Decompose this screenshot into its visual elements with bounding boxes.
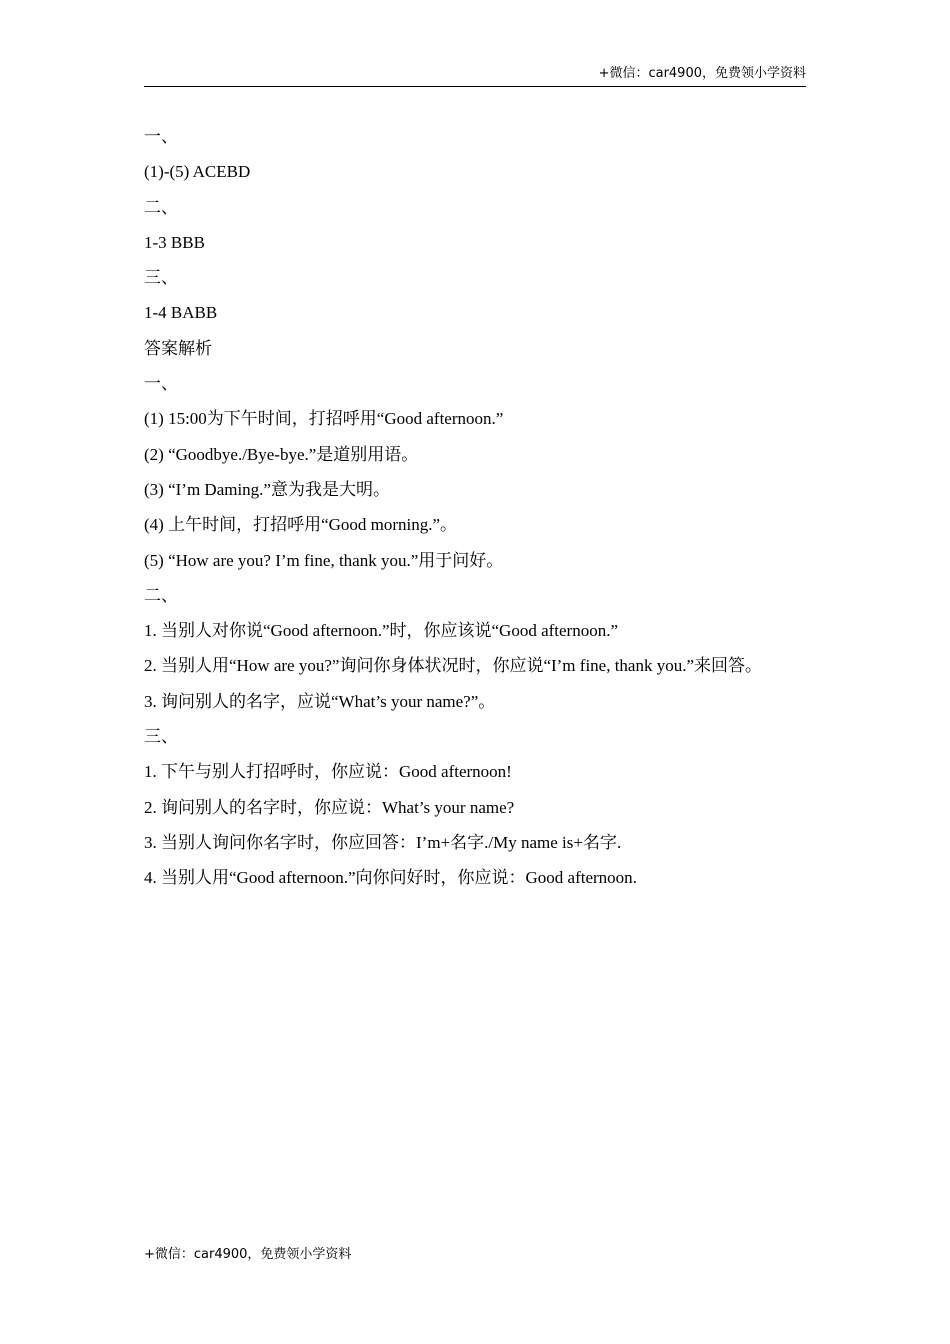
explanation-line: 1. 当别人对你说“Good afternoon.”时，你应该说“Good afternoon.” — [144, 621, 619, 641]
footer-text: +微信：car4900，免费领小学资料 — [144, 1247, 352, 1262]
answer-line: 1-3 BBB — [144, 232, 205, 252]
explanation-line: 4. 当别人用“Good afternoon.”向你问好时，你应说：Good afternoon. — [144, 868, 637, 888]
explanation-heading: 答案解析 — [144, 338, 212, 358]
explanation-line: (4) 上午时间，打招呼用“Good morning.”。 — [144, 515, 458, 535]
answer-line: 1-4 BABB — [144, 303, 218, 323]
section-heading-2: 二、 — [144, 585, 178, 605]
explanation-line: 3. 当别人询问你名字时，你应回答：I’m+名字./My name is+名字. — [144, 832, 622, 852]
explanation-line: 2. 当别人用“How are you?”询问你身体状况时，你应说“I’m fine, thank you.”来回答。 — [144, 656, 763, 676]
explanation-line: (3) “I’m Daming.”意为我是大明。 — [144, 479, 390, 499]
section-heading-3: 三、 — [144, 268, 178, 288]
answer-line: (1)-(5) ACEBD — [144, 162, 251, 182]
explanation-line: (5) “How are you? I’m fine, thank you.”用于问好。 — [144, 550, 504, 570]
explanation-line: 3. 询问别人的名字，应说“What’s your name?”。 — [144, 691, 496, 711]
section-heading-2: 二、 — [144, 197, 178, 217]
page-footer — [144, 1245, 351, 1265]
section-heading-1: 一、 — [144, 374, 178, 394]
section-heading-3: 三、 — [144, 727, 178, 747]
page-header — [144, 64, 806, 87]
document-body — [144, 119, 808, 896]
explanation-line: (2) “Goodbye./Bye-bye.”是道别用语。 — [144, 444, 419, 464]
explanation-line: 1. 下午与别人打招呼时，你应说：Good afternoon! — [144, 762, 512, 782]
explanation-line: 2. 询问别人的名字时，你应说：What’s your name? — [144, 797, 515, 817]
section-heading-1: 一、 — [144, 127, 178, 146]
header-text: +微信：car4900，免费领小学资料 — [598, 66, 806, 81]
explanation-line: (1) 15:00为下午时间，打招呼用“Good afternoon.” — [144, 409, 504, 429]
